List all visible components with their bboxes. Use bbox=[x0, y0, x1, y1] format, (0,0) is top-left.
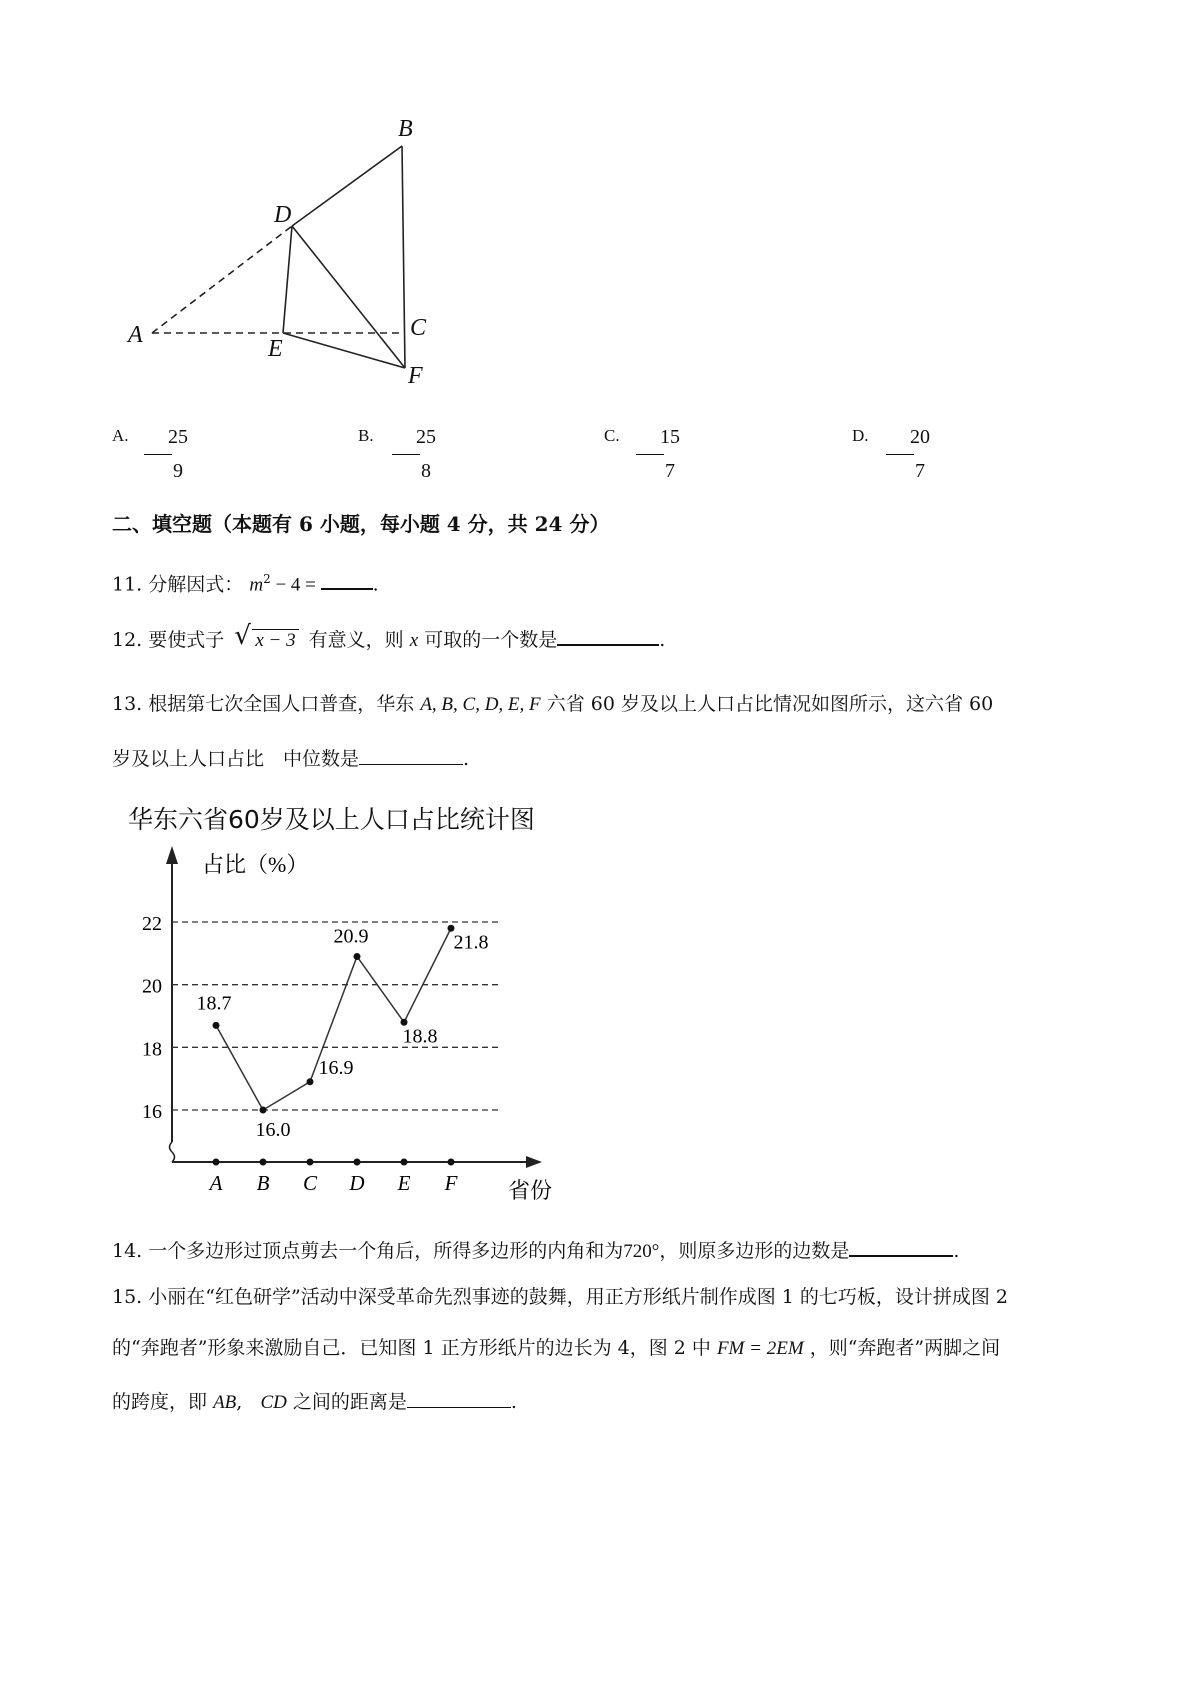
question-text: 的跨度，即 bbox=[112, 1391, 208, 1413]
question-text: 小丽在“红色研学”活动中深受革命先烈事迹的鼓舞，用正方形纸片制作成图 1 的七巧板，设计拼成图 2 bbox=[148, 1286, 1008, 1308]
segment-cd: CD bbox=[260, 1392, 287, 1413]
expr-rest: − 4 = bbox=[270, 574, 321, 596]
question-11 bbox=[112, 564, 379, 600]
point-label-d: D bbox=[274, 202, 292, 228]
numerator: 25 bbox=[416, 426, 436, 448]
angle-value: 720° bbox=[623, 1241, 660, 1262]
denominator: 8 bbox=[421, 460, 431, 482]
question-14 bbox=[112, 1233, 959, 1267]
question-text: 根据第七次全国人口普查，华东 bbox=[148, 693, 415, 715]
data-point-C bbox=[307, 1078, 314, 1085]
x-tick-F bbox=[448, 1159, 455, 1166]
y-tick-label-22: 22 bbox=[142, 913, 162, 935]
question-number: 11. bbox=[112, 573, 143, 596]
data-point-A bbox=[213, 1022, 220, 1029]
y-tick-label-16: 16 bbox=[142, 1101, 162, 1123]
chart-title: 华东六省60岁及以上人口占比统计图 bbox=[128, 805, 535, 834]
x-tick-label-F: F bbox=[444, 1171, 458, 1195]
question-text: 岁及以上人口占比 中位数是 bbox=[112, 748, 360, 770]
square-root-expression: √ x − 3 bbox=[234, 625, 298, 656]
point-label-a: A bbox=[128, 322, 143, 348]
option-letter: D. bbox=[852, 426, 869, 445]
question-13-line1 bbox=[112, 689, 993, 720]
x-tick-D bbox=[354, 1159, 361, 1166]
expr-var: m bbox=[249, 574, 264, 596]
segment-db bbox=[292, 146, 402, 226]
question-text: 六省 60 岁及以上人口占比情况如图所示，这六省 60 bbox=[546, 693, 994, 715]
x-tick-label-B: B bbox=[256, 1171, 270, 1195]
y-tick-label-20: 20 bbox=[142, 975, 162, 998]
end-mark: . bbox=[372, 573, 379, 596]
end-mark: . bbox=[463, 748, 470, 770]
answer-blank[interactable] bbox=[321, 566, 373, 590]
x-tick-B bbox=[260, 1159, 267, 1166]
question-number: 14. bbox=[112, 1240, 143, 1262]
end-mark: . bbox=[953, 1240, 960, 1262]
x-tick-C bbox=[307, 1159, 314, 1166]
question-text: 之间的距离是 bbox=[292, 1391, 407, 1413]
end-mark: . bbox=[510, 1391, 517, 1413]
variable: x bbox=[409, 630, 419, 651]
x-tick-E bbox=[401, 1159, 408, 1166]
question-15-line1 bbox=[112, 1282, 1008, 1312]
data-label-C: 16.9 bbox=[318, 1056, 354, 1079]
question-number: 15. bbox=[112, 1286, 143, 1308]
question-text: 一个多边形过顶点剪去一个角后，所得多边形的内角和为 bbox=[148, 1240, 624, 1262]
x-tick-label-C: C bbox=[302, 1171, 318, 1195]
province-variables: A, B, C, D, E, F bbox=[420, 694, 541, 715]
numerator: 20 bbox=[910, 426, 930, 448]
question-13-line2 bbox=[112, 742, 469, 774]
geometry-figure bbox=[0, 0, 460, 400]
segment-ad bbox=[152, 226, 292, 333]
line-chart bbox=[130, 842, 580, 1207]
y-tick-label-18: 18 bbox=[142, 1038, 162, 1061]
x-tick-label-A: A bbox=[209, 1171, 223, 1195]
question-15-line2 bbox=[112, 1333, 1000, 1364]
y-axis-label: 占比（%） bbox=[202, 852, 309, 877]
x-tick-label-D: D bbox=[349, 1171, 365, 1195]
series-line bbox=[216, 928, 451, 1110]
section-heading: 二、填空题（本题有 6 小题，每小题 4 分，共 24 分） bbox=[112, 512, 610, 536]
numerator: 15 bbox=[660, 426, 680, 448]
data-label-D: 20.9 bbox=[333, 925, 369, 948]
question-text: 分解因式： bbox=[148, 573, 244, 596]
data-label-B: 16.0 bbox=[255, 1119, 291, 1141]
numerator: 25 bbox=[168, 426, 188, 448]
segment-bf bbox=[402, 146, 405, 368]
question-text: 可取的一个数是 bbox=[424, 629, 558, 651]
question-text: ，则原多边形的边数是 bbox=[659, 1240, 850, 1262]
x-axis-label: 省份 bbox=[508, 1178, 553, 1203]
end-mark: . bbox=[659, 629, 666, 651]
x-axis-arrow bbox=[526, 1156, 542, 1168]
segment-ef bbox=[283, 333, 405, 368]
data-point-D bbox=[354, 953, 361, 960]
option-letter: B. bbox=[358, 426, 374, 445]
option-letter: C. bbox=[604, 426, 620, 445]
answer-blank[interactable] bbox=[557, 622, 659, 646]
question-text: 的“奔跑者”形象来激励自己．已知图 1 正方形纸片的边长为 4，图 2 中 bbox=[112, 1337, 711, 1359]
denominator: 7 bbox=[665, 460, 675, 482]
answer-blank[interactable] bbox=[359, 742, 463, 765]
radicand: x − 3 bbox=[252, 629, 298, 651]
point-label-f: F bbox=[408, 363, 423, 389]
data-label-E: 18.8 bbox=[402, 1025, 438, 1048]
data-label-F: 21.8 bbox=[453, 931, 489, 954]
x-tick-label-E: E bbox=[397, 1171, 411, 1195]
data-point-B bbox=[260, 1107, 267, 1114]
question-number: 12. bbox=[112, 629, 143, 651]
segment-ab: AB bbox=[213, 1392, 237, 1413]
question-12 bbox=[112, 622, 665, 656]
question-text: 要使式子 bbox=[148, 629, 225, 651]
question-text: 有意义，则 bbox=[308, 629, 404, 651]
axis-break-mark bbox=[170, 1142, 175, 1162]
answer-blank[interactable] bbox=[407, 1385, 511, 1408]
segment-df bbox=[292, 226, 405, 368]
question-text: ，则“奔跑者”两脚之间 bbox=[809, 1337, 1001, 1359]
point-label-c: C bbox=[410, 315, 427, 341]
denominator: 9 bbox=[173, 460, 183, 482]
question-number: 13. bbox=[112, 693, 143, 715]
x-tick-A bbox=[213, 1159, 220, 1166]
expr-exponent: 2 bbox=[263, 572, 271, 586]
y-axis-arrow bbox=[166, 846, 178, 864]
option-letter: A. bbox=[112, 426, 129, 445]
segment-de bbox=[283, 226, 292, 333]
point-label-e: E bbox=[268, 336, 283, 362]
data-label-A: 18.7 bbox=[196, 992, 232, 1015]
point-label-b: B bbox=[398, 116, 413, 142]
equation: FM = 2EM bbox=[716, 1338, 804, 1359]
question-15-line3: 的跨度，即 AB, CD 之间的距离是 . bbox=[112, 1385, 517, 1418]
denominator: 7 bbox=[915, 460, 925, 482]
answer-blank[interactable] bbox=[849, 1233, 953, 1257]
